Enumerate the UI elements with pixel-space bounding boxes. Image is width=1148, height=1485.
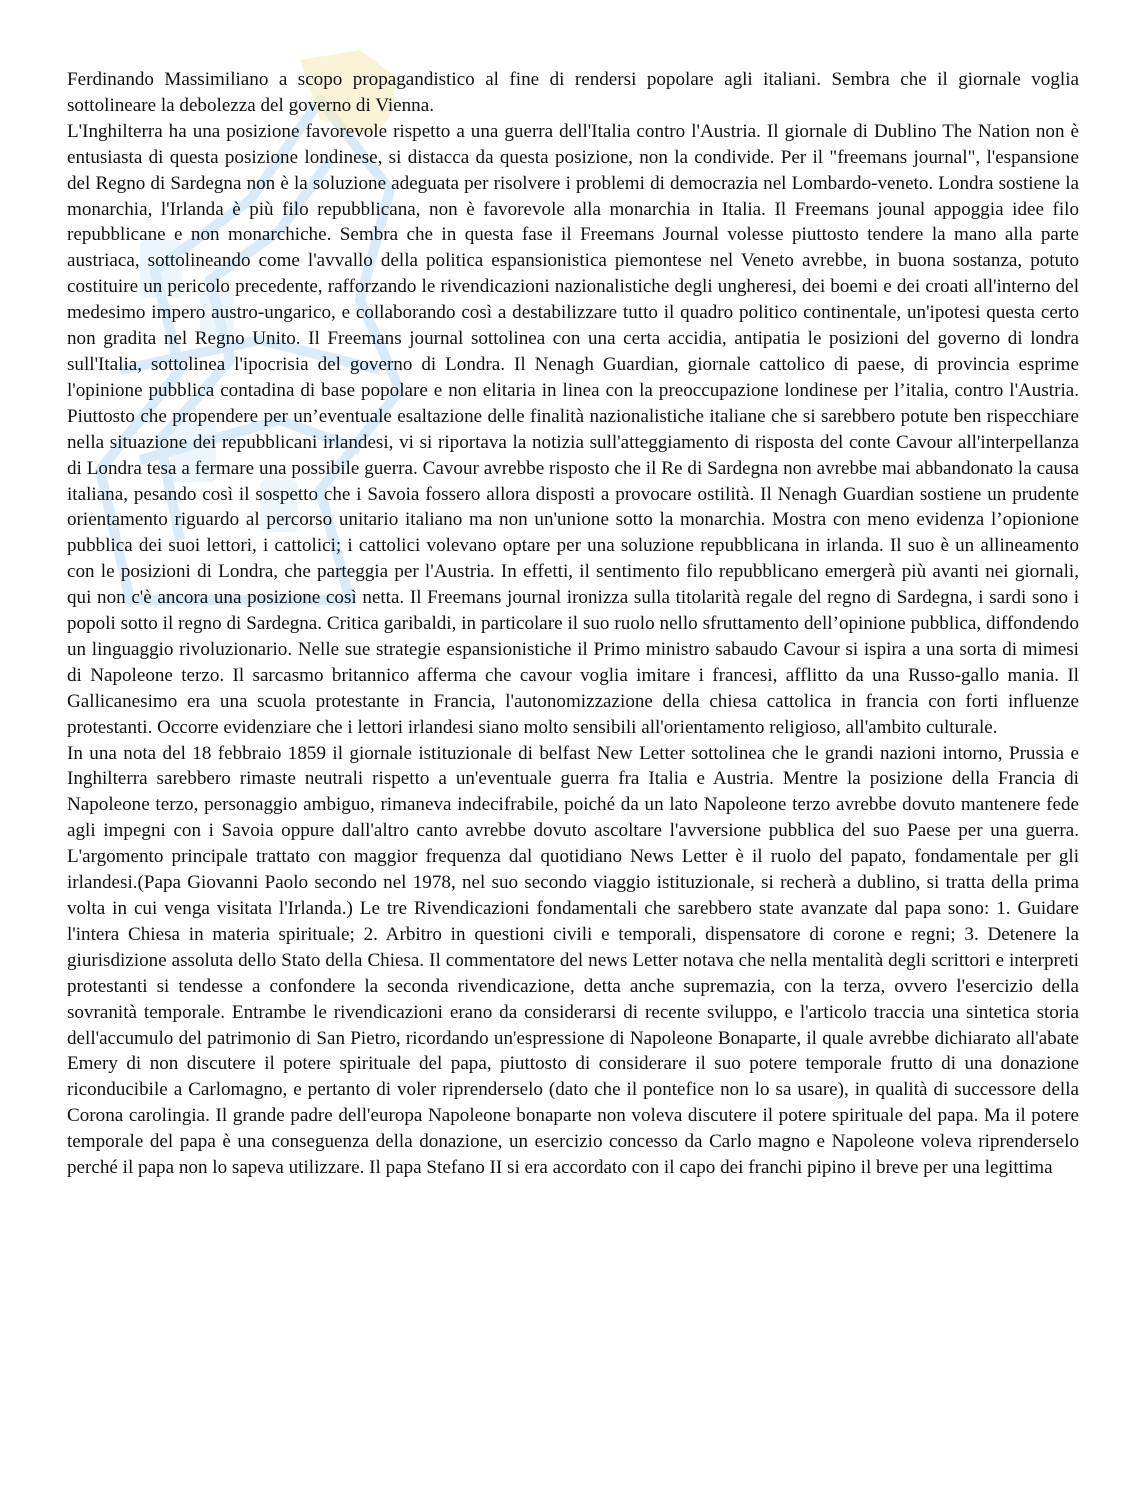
- paragraph-2: L'Inghilterra ha una posizione favorevole rispetto a una guerra dell'Italia contro l'Austria. Il giornale di Dublino The Nation non è entusiasta di questa posizione londinese, si distacca da questa posizione, non la condivide. Per il "freemans journal", l'espansione del Regno di Sardegna non è la soluzione adeguata per risolvere i problemi di democrazia nel Lombardo-veneto. Londra sostiene la monarchia, l'Irlanda è più filo repubblicana, non è favorevole alla monarchia in Italia. Il Freemans jounal appoggia idee filo repubblicane e non monarchiche. Sembra che in questa fase il Freemans Journal volesse piuttosto tendere la mano alla parte austriaca, sottolineando come l'avvallo della politica espansionistica piemontese nel Veneto avrebbe, in buona sostanza, potuto costituire un pericolo precedente, rafforzando le rivendicazioni nazionalistiche degli ungheresi, dei boemi e dei croati all'interno del medesimo impero austro-ungarico, e collaborando così a destabilizzare tutto il quadro politico continentale, un'ipotesi questa certo non gradita nel Regno Unito. Il Freemans journal sottolinea con una certa accidia, antipatia le posizioni del governo di londra sull'Italia, sottolinea l'ipocrisia del governo di Londra. Il Nenagh Guardian, giornale cattolico di paese, di provincia esprime l'opinione pubblica contadina di base popolare e non elitaria in linea con la preoccupazione londinese per l’italia, contro l'Austria. Piuttosto che propendere per un’eventuale esaltazione delle finalità nazionalistiche italiane che si sarebbero potute ben rispecchiare nella situazione dei repubblicani irlandesi, vi si riportava la notizia sull'atteggiamento di risposta del conte Cavour all'interpellanza di Londra tesa a fermare una possibile guerra. Cavour avrebbe risposto che il Re di Sardegna non avrebbe mai abbandonato la causa italiana, pesando così il sospetto che i Savoia fossero allora disposti a provocare ostilità. Il Nenagh Guardian sostiene un prudente orientamento riguardo al percorso unitario italiano ma non un'unione sotto la monarchia. Mostra con meno evidenza l’opionione pubblica dei suoi lettori, i cattolici; i cattolici volevano optare per una soluzione repubblicana in irlanda. Il suo è un allineamento con le posizioni di Londra, che parteggia per l'Austria. In effetti, il sentimento filo repubblicano emergerà più avanti nei giornali, qui non c'è ancora una posizione così netta. Il Freemans journal ironizza sulla titolarità regale del regno di Sardegna, i sardi sono i popoli sotto il regno di Sardegna. Critica garibaldi, in particolare il suo ruolo nello sfruttamento dell’opinione pubblica, diffondendo un linguaggio rivoluzionario. Nelle sue strategie espansionistiche il Primo ministro sabaudo Cavour si ispira a una sorta di mimesi di Napoleone terzo. Il sarcasmo britannico afferma che cavour voglia imitare i francesi, afflitto da una Russo-gallo mania. Il Gallicanesimo era una scuola protestante in Francia, l'autonomizzazione della chiesa cattolica in francia con forti influenze protestanti. Occorre evidenziare che i lettori irlandesi siano molto sensibili all'orientamento religioso, all'ambito culturale.: [67, 120, 1079, 738]
- paragraph-3: In una nota del 18 febbraio 1859 il giornale istituzionale di belfast New Letter sottolinea che le grandi nazioni intorno, Prussia e Inghilterra sarebbero rimaste neutrali rispetto a un'eventuale guerra fra Italia e Austria. Mentre la posizione della Francia di Napoleone terzo, personaggio ambiguo, rimaneva indecifrabile, poiché da un lato Napoleone terzo avrebbe dovuto mantenere fede agli impegni con i Savoia oppure dall'altro canto avrebbe dovuto ascoltare l'avversione pubblica del suo Paese per una guerra. L'argomento principale trattato con maggior frequenza dal quotidiano News Letter è il ruolo del papato, fondamentale per gli irlandesi.(Papa Giovanni Paolo secondo nel 1978, nel suo secondo viaggio istituzionale, si recherà a dublino, si tratta della prima volta in cui venga visitata l'Irlanda.) Le tre Rivendicazioni fondamentali che sarebbero state avanzate dal papa sono: 1. Guidare l'intera Chiesa in materia spirituale; 2. Arbitro in questioni civili e temporali, dispensatore di corone e regni; 3. Detenere la giurisdizione assoluta dello Stato della Chiesa. Il commentatore del news Letter notava che nella mentalità degli scrittori e interpreti protestanti si tendesse a confondere la seconda rivendicazione, detta anche supremazia, con la terza, ovvero l'esercizio della sovranità temporale. Entrambe le rivendicazioni erano da considerarsi di recente sviluppo, e l'articolo traccia una sintetica storia dell'accumulo del patrimonio di San Pietro, ricordando un'espressione di Napoleone Bonaparte, il quale avrebbe dichiarato all'abate Emery di non discutere il potere spirituale del papa, piuttosto di considerare il suo potere temporale frutto di una donazione riconducibile a Carlomagno, e pertanto di voler riprenderselo (dato che il pontefice non lo sa usare), in qualità di successore della Corona carolingia. Il grande padre dell'europa Napoleone bonaparte non voleva discutere il potere spirituale del papa. Ma il potere temporale del papa è una conseguenza della donazione, un esercizio concesso da Carlo magno e Napoleone voleva riprenderselo perché il papa non lo sapeva utilizzare. Il papa Stefano II si era accordato con il capo dei franchi pipino il breve per una legittima: [67, 742, 1079, 1179]
- document-body: [67, 67, 1079, 1181]
- paragraph-1: Ferdinando Massimiliano a scopo propagandistico al fine di rendersi popolare agli italiani. Sembra che il giornale voglia sottolineare la debolezza del governo di Vienna.: [67, 69, 1079, 116]
